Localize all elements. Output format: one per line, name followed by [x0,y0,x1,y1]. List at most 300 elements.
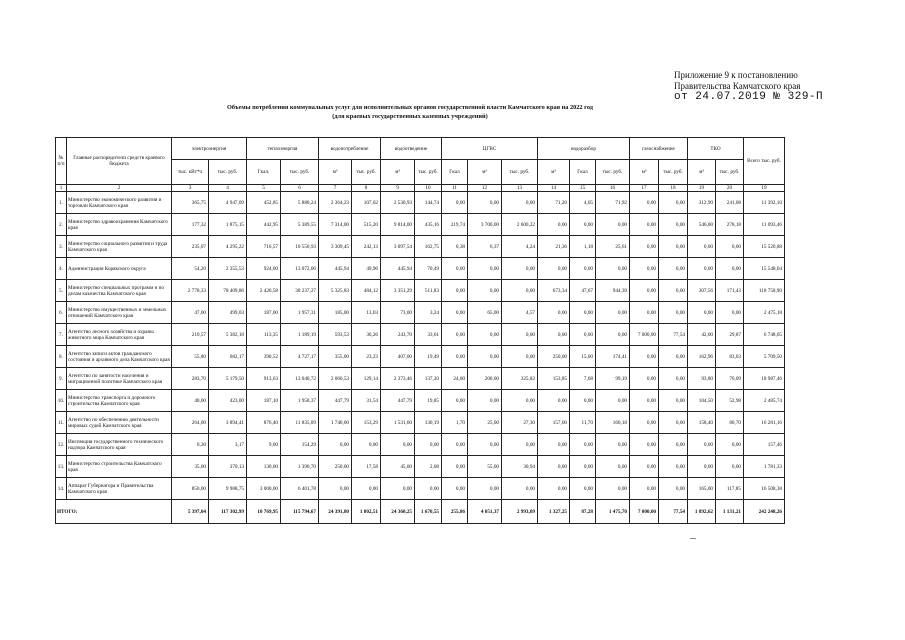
header-row-colnums [56,185,785,192]
total-value: 7 000,00 [630,500,659,524]
row-value: 241,08 [716,192,744,214]
row-value: 0,00 [468,280,502,302]
row-value: 5 325,83 [319,280,352,302]
consumption-table [55,137,785,524]
row-value: 0,00 [659,368,688,390]
row-value: 0,00 [716,258,744,280]
total-value: 255,86 [442,500,468,524]
row-number: 10. [56,390,67,412]
row-value: 65,00 [468,302,502,324]
row-value: 3 351,29 [381,280,415,302]
row-value: 5 382,18 [209,324,247,346]
row-value: 162,75 [415,236,442,258]
row-number: 9. [56,368,67,390]
unit-header: тыс. руб. [281,160,319,185]
unit-header: тыс. руб. [502,160,538,185]
row-value: 187,10 [247,390,281,412]
row-value: 7 314,00 [319,214,352,236]
row-value: 0,00 [659,434,688,456]
unit-header: тыс. руб. [352,160,381,185]
row-value: 15 548,04 [744,258,785,280]
row-value: 0,00 [596,390,630,412]
row-value: 158,40 [688,412,716,434]
row-value: 0,00 [596,324,630,346]
appendix-line-3: от 24.07.2019 № 329-П [674,91,824,103]
row-value: 33,61 [415,324,442,346]
row-value: 0,00 [630,192,659,214]
row-number: 3. [56,236,67,258]
table-row [56,302,785,324]
row-number: 14. [56,478,67,500]
row-value: 0,00 [659,346,688,368]
row-name: Инспекция государственного технического надзора Камчатского края [67,434,172,456]
row-value: 1 531,60 [381,412,415,434]
row-value: 0,00 [502,390,538,412]
total-value: 1 802,51 [352,500,381,524]
total-value: 77,54 [659,500,688,524]
total-label: ИТОГО: [56,500,172,524]
row-value: 10 550,93 [281,236,319,258]
unit-header: тыс. кВт*ч [172,160,209,185]
row-value: 27,30 [502,412,538,434]
row-value: 210,57 [172,324,209,346]
row-value: 25,00 [468,412,502,434]
row-value: 4,24 [502,236,538,258]
row-value: 16 508,38 [744,478,785,500]
row-value: 1 189,19 [281,324,319,346]
column-number: 18 [659,185,688,192]
total-value: 1 131,21 [716,500,744,524]
row-name: Министерство социального развития и труда Камчатского края [67,236,172,258]
table-row [56,412,785,434]
row-value: 45,00 [381,456,415,478]
column-number: 15 [570,185,596,192]
column-number: 12 [468,185,502,192]
row-value: 4 947,09 [209,192,247,214]
row-value: 3 894,41 [209,412,247,434]
row-value: 0,00 [381,434,415,456]
row-name: Министерство экономического развития и торговли Камчатского края [67,192,172,214]
row-value: 71,20 [538,192,570,214]
row-value: 36,26 [352,324,381,346]
row-value: 0,00 [468,258,502,280]
row-value: 3 097,54 [381,236,415,258]
row-value: 2 355,53 [209,258,247,280]
row-value: 0,00 [570,434,596,456]
row-value: 2 426,58 [247,280,281,302]
row-value: 0,00 [442,346,468,368]
unit-header: тыс. руб. [716,160,744,185]
title-line-2: (для краевых государственных казенных учреждений) [332,113,488,120]
row-value: 0,00 [659,192,688,214]
row-value: 0,00 [415,434,442,456]
row-value: 0,00 [570,390,596,412]
scan-mark [690,538,696,539]
row-value: 219,74 [442,214,468,236]
table-row [56,456,785,478]
row-value: 264,00 [172,412,209,434]
row-value: 365,75 [172,192,209,214]
row-value: 17,58 [352,456,381,478]
row-value: 0,00 [319,434,352,456]
unit-header: тыс. руб. [415,160,442,185]
row-value: 6,37 [468,236,502,258]
row-value: 15 520,88 [744,236,785,258]
row-number: 1. [56,192,67,214]
table-row [56,214,785,236]
row-value: 0,00 [596,302,630,324]
row-value: 0,00 [468,324,502,346]
row-value: 1 781,33 [744,456,785,478]
row-value: 0,00 [630,280,659,302]
row-value: 0,00 [468,390,502,412]
row-name: Министерство имущественных и земельных отношений Камчатского края [67,302,172,324]
column-number: 16 [596,185,630,192]
row-value: 177,32 [172,214,209,236]
row-value: 0,00 [442,302,468,324]
row-name: Администрация Корякского округа [67,258,172,280]
row-name: Агентство записи актов гражданского состояния и архивного дела Камчатского края [67,346,172,368]
row-value: 80,70 [716,412,744,434]
total-value: 1 892,62 [688,500,716,524]
row-value: 390,52 [247,346,281,368]
row-value: 3 309,45 [319,236,352,258]
row-value: 325,82 [502,368,538,390]
row-value: 7,68 [570,368,596,390]
row-value: 0,00 [659,302,688,324]
row-value: 157,00 [538,412,570,434]
row-value: 19,85 [415,390,442,412]
row-value: 0,00 [538,434,570,456]
row-value: 130,00 [247,456,281,478]
row-value: 55,80 [172,346,209,368]
row-value: 2 373,46 [381,368,415,390]
row-number: 4. [56,258,67,280]
row-value: 0,00 [630,258,659,280]
header-group: водоразбор [538,138,630,160]
row-value: 370,13 [209,456,247,478]
row-value: 0,00 [570,302,596,324]
row-value: 0,00 [442,324,468,346]
row-value: 52,98 [716,390,744,412]
row-value: 23,23 [352,346,381,368]
row-value: 3 700,00 [468,214,502,236]
header-num: № п/п [56,138,67,185]
row-value: 250,00 [538,346,570,368]
table-row [56,346,785,368]
total-value: 87,28 [570,500,596,524]
row-value: 130,19 [415,412,442,434]
row-value: 29,87 [716,324,744,346]
row-value: 76,09 [716,368,744,390]
row-value: 0,00 [570,214,596,236]
row-value: 312,90 [688,192,716,214]
row-value: 593,53 [319,324,352,346]
row-value: 154,29 [281,434,319,456]
row-value: 0,00 [659,280,688,302]
row-number: 2. [56,214,67,236]
row-value: 2 485,74 [744,390,785,412]
header-name: Главные распорядители средств краевого бюджета [67,138,172,185]
total-value: 115 794,67 [281,500,319,524]
row-value: 0,00 [538,302,570,324]
row-value: 11 093,46 [744,214,785,236]
header-group: теплоэнергия [247,138,319,160]
row-value: 11,70 [570,412,596,434]
unit-header: Гкал. [247,160,281,185]
row-value: 2 364,23 [319,192,352,214]
row-value: 9 814,00 [381,214,415,236]
row-value: 0,00 [659,390,688,412]
row-value: 0,00 [630,434,659,456]
table-row [56,258,785,280]
header-group: электроэнергия [172,138,247,160]
row-value: 16 281,16 [744,412,785,434]
column-number: 4 [209,185,247,192]
unit-header: м³ [381,160,415,185]
row-value: 0,00 [630,214,659,236]
row-value: 2 530,93 [381,192,415,214]
row-value: 162,96 [688,346,716,368]
row-value: 0,00 [596,258,630,280]
row-value: 1 958,37 [281,390,319,412]
row-value: 0,00 [502,478,538,500]
row-value: 9 988,75 [209,478,247,500]
row-value: 0,38 [442,236,468,258]
row-value: 0,00 [630,346,659,368]
row-name: Агентство по занятости населения и миграционной политике Камчатского края [67,368,172,390]
row-name: Министерство транспорта и дорожного строительства Камчатского края [67,390,172,412]
total-value: 5 397,04 [172,500,209,524]
row-value: 18 987,46 [744,368,785,390]
row-value: 78 409,86 [209,280,247,302]
row-value: 850,00 [172,478,209,500]
row-value: 682,17 [209,346,247,368]
row-value: 7 000,00 [630,324,659,346]
row-value: 4,05 [570,192,596,214]
row-value: 452,85 [247,192,281,214]
total-value: 4 051,37 [468,500,502,524]
table-row [56,280,785,302]
row-value: 73,00 [381,302,415,324]
row-value: 0,00 [570,258,596,280]
header-group: ТКО [688,138,744,160]
row-value: 160,18 [596,412,630,434]
row-value: 511,83 [415,280,442,302]
row-value: 11 392,10 [744,192,785,214]
column-number: 13 [502,185,538,192]
unit-header: м³ [468,160,502,185]
row-value: 0,00 [538,258,570,280]
table-row [56,390,785,412]
row-value: 445,94 [381,258,415,280]
row-value: 0,00 [596,478,630,500]
row-value: 0,00 [538,324,570,346]
appendix-line-2: Правительства Камчатского края [674,81,801,91]
row-value: 104,50 [688,390,716,412]
row-value: 243,70 [381,324,415,346]
row-value: 5 389,55 [281,214,319,236]
row-value: 0,00 [442,478,468,500]
row-number: 5. [56,280,67,302]
column-number: 20 [716,185,744,192]
row-value: 0,00 [442,258,468,280]
row-value: 0,00 [596,214,630,236]
row-value: 0,00 [352,434,381,456]
row-value: 283,70 [172,368,209,390]
row-value: 445,94 [319,258,352,280]
document-title [150,103,670,121]
row-value: 0,00 [659,236,688,258]
unit-header: м³ [630,160,659,185]
row-value: 5 880,24 [281,192,319,214]
row-value: 0,00 [688,302,716,324]
row-value: 0,00 [381,478,415,500]
row-value: 913,63 [247,368,281,390]
row-value: 0,00 [502,280,538,302]
row-value: 47,00 [172,302,209,324]
row-value: 250,00 [319,456,352,478]
row-value: 407,00 [381,346,415,368]
row-value: 3,17 [209,434,247,456]
row-value: 171,43 [716,280,744,302]
row-value: 54,20 [172,258,209,280]
row-value: 35,00 [172,456,209,478]
row-value: 0,00 [659,214,688,236]
row-value: 0,00 [630,456,659,478]
total-value: 242 248,26 [744,500,785,524]
row-value: 2 060,53 [319,368,352,390]
row-value: 0,00 [688,456,716,478]
row-value: 30,94 [502,456,538,478]
row-value: 0,00 [659,412,688,434]
row-value: 0,00 [596,456,630,478]
row-value: 2 778,33 [172,280,209,302]
row-value: 174,41 [596,346,630,368]
header-group: ЦГВС [442,138,538,160]
row-value: 0,00 [415,478,442,500]
unit-header: тыс. руб. [209,160,247,185]
row-value: 0,00 [659,258,688,280]
row-value: 165,00 [688,478,716,500]
column-number: 19 [688,185,716,192]
row-value: 4,57 [502,302,538,324]
row-value: 0,00 [538,390,570,412]
total-value: 1 327,25 [538,500,570,524]
row-value: 0,00 [442,434,468,456]
column-number: 14 [538,185,570,192]
row-value: 157,46 [744,434,785,456]
total-value: 2 993,09 [502,500,538,524]
row-value: 137,20 [415,368,442,390]
table-row [56,324,785,346]
column-number: 2 [67,185,172,192]
row-value: 0,00 [630,368,659,390]
row-value: 0,00 [468,434,502,456]
row-value: 0,00 [688,258,716,280]
unit-header: тыс. руб. [596,160,630,185]
row-value: 0,00 [502,192,538,214]
column-number: 11 [442,185,468,192]
row-value: 484,12 [352,280,381,302]
row-value: 3 000,00 [247,478,281,500]
row-value: 13,03 [352,302,381,324]
row-value: 19,49 [415,346,442,368]
column-number: 17 [630,185,659,192]
row-value: 0,00 [659,456,688,478]
row-value: 307,56 [688,280,716,302]
row-value: 200,00 [468,368,502,390]
table-row [56,236,785,258]
row-value: 0,00 [630,412,659,434]
row-value: 42,00 [688,324,716,346]
row-value: 1,70 [442,412,468,434]
row-value: 187,00 [247,302,281,324]
row-value: 0,00 [468,478,502,500]
column-number: 5 [247,185,281,192]
row-value: 0,00 [716,434,744,456]
row-number: 11. [56,412,67,434]
row-value: 0,00 [319,478,352,500]
row-value: 0,00 [502,346,538,368]
row-value: 0,00 [688,434,716,456]
row-value: 5 709,50 [744,346,785,368]
row-value: 0,00 [630,390,659,412]
row-value: 278,18 [716,214,744,236]
table-row [56,434,785,456]
total-value: 24 360,25 [381,500,415,524]
row-value: 21,36 [538,236,570,258]
row-value: 1 740,00 [319,412,352,434]
column-number: 10 [415,185,442,192]
row-value: 0,00 [570,456,596,478]
row-value: 447,79 [319,390,352,412]
column-number: 7 [319,185,352,192]
row-value: 0,00 [442,456,468,478]
row-name: Агентство по обеспечению деятельности мировых судей Камчатского края [67,412,172,434]
row-value: 9,00 [247,434,281,456]
header-group: водоотведение [381,138,442,160]
row-value: 40,00 [172,390,209,412]
row-value: 4 295,22 [209,236,247,258]
appendix-block [674,70,823,103]
title-line-1: Объемы потребления коммунальных услуг для исполнительных органов государственной власти Камчатского края на 2022 год [227,104,593,111]
unit-header: Гкал [442,160,468,185]
row-value: 499,03 [209,302,247,324]
row-value: 0,00 [630,302,659,324]
row-value: 0,00 [716,236,744,258]
row-value: 129,14 [352,368,381,390]
row-value: 49,96 [352,258,381,280]
row-value: 117,85 [716,478,744,500]
row-value: 2,08 [415,456,442,478]
appendix-line-1: Приложение 9 к постановлению [674,70,798,80]
row-name: Министерство здравоохранения Камчатского края [67,214,172,236]
header-group: водопотребление [319,138,381,160]
row-value: 99,19 [596,368,630,390]
row-value: 0,00 [596,434,630,456]
row-number: 12. [56,434,67,456]
unit-header: м³ [688,160,716,185]
row-value: 55,00 [468,456,502,478]
row-value: 185,00 [319,302,352,324]
row-name: Аппарат Губернатора и Правительства Камчатского края [67,478,172,500]
row-value: 24,00 [442,368,468,390]
row-value: 47,67 [570,280,596,302]
row-value: 70,49 [415,258,442,280]
row-value: 0,00 [502,324,538,346]
row-value: 0,00 [502,258,538,280]
